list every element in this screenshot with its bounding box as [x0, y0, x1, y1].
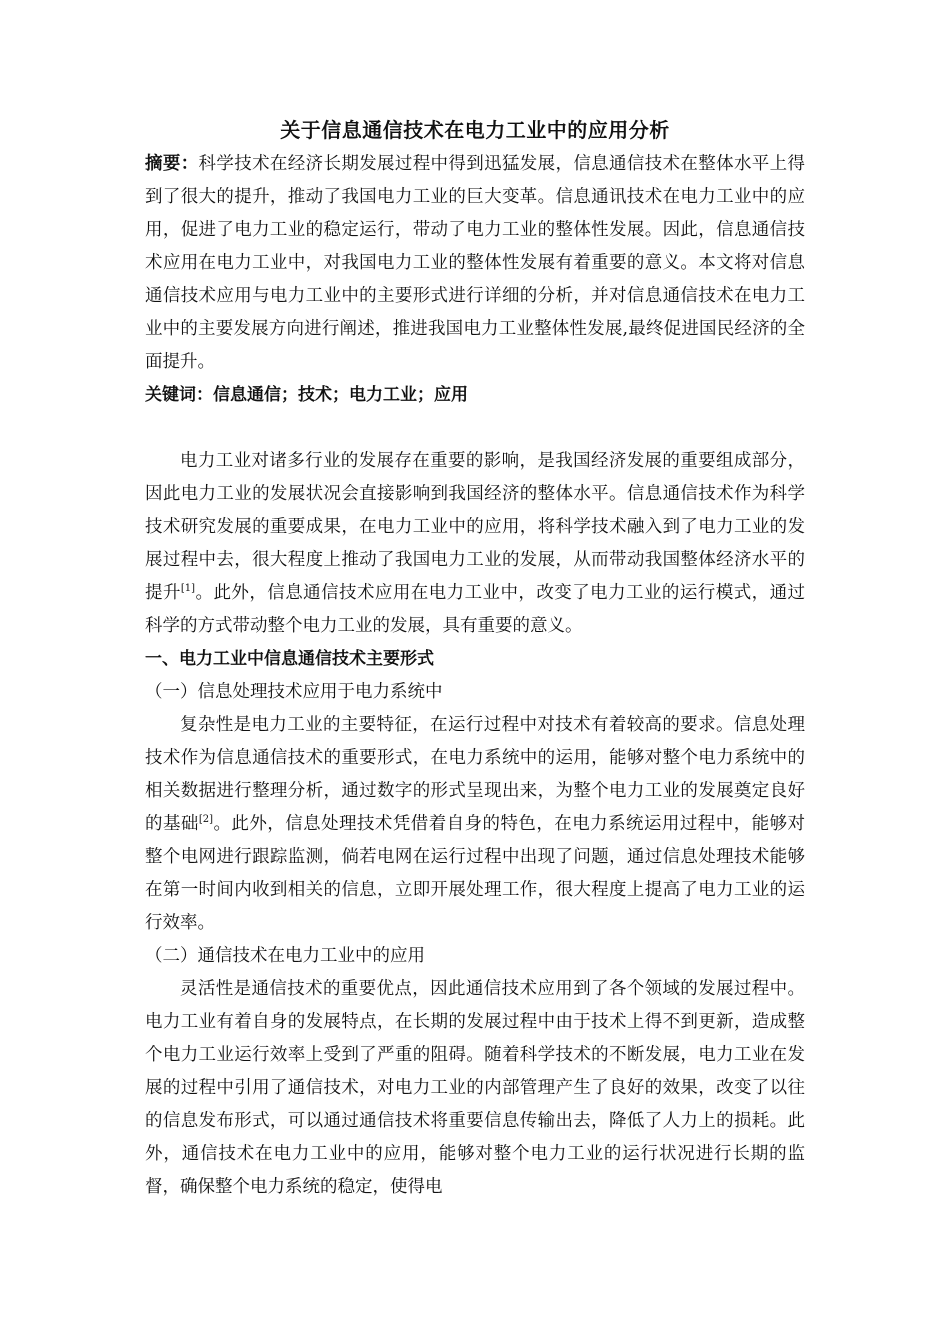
subsection-1-heading: （一）信息处理技术应用于电力系统中 [145, 682, 443, 702]
abstract [145, 148, 805, 379]
keywords-label: 关键词： [145, 385, 213, 405]
abstract-label: 摘要： [145, 154, 199, 174]
abstract-text: 科学技术在经济长期发展过程中得到迅猛发展，信息通信技术在整体水平上得到了很大的提升，推动了我国电力工业的巨大变革。信息通讯技术在电力工业中的应用，促进了电力工业的稳定运行，带动了电力工业的整体性发展。因此，信息通信技术应用在电力工业中，对我国电力工业的整体性发展有着重要的意义。本文将对信息通信技术应用与电力工业中的主要形式进行详细的分析，并对信息通信技术在电力工业中的主要发展方向进行阐述，推进我国电力工业整体性发展,最终促进国民经济的全面提升。 [145, 154, 806, 372]
spacer [145, 412, 805, 445]
citation-2: [2] [198, 814, 213, 825]
subsection-1-text-continued: 。此外，信息处理技术凭借着自身的特色，在电力系统运用过程中，能够对整个电网进行跟踪监测，倘若电网在运行过程中出现了问题，通过信息处理技术能够在第一时间内收到相关的信息，立即开展处理工作，很大程度上提高了电力工业的运行效率。 [145, 814, 806, 933]
subsection-1-text: 复杂性是电力工业的主要特征，在运行过程中对技术有着较高的要求。信息处理技术作为信息通信技术的重要形式，在电力系统中的运用，能够对整个电力系统中的相关数据进行整理分析，通过数字的形式呈现出来，为整个电力工业的发展奠定良好的基础 [145, 715, 805, 834]
citation-1: [1] [180, 583, 196, 594]
document-page [145, 112, 805, 1204]
keywords-text: 信息通信；技术；电力工业；应用 [213, 385, 468, 405]
subsection-1-paragraph [145, 709, 805, 940]
subsection-2-paragraph: 灵活性是通信技术的重要优点，因此通信技术应用到了各个领域的发展过程中。电力工业有着自身的发展特点，在长期的发展过程中由于技术上得不到更新，造成整个电力工业运行效率上受到了严重的阻碍。随着科学技术的不断发展，电力工业在发展的过程中引用了通信技术，对电力工业的内部管理产生了良好的效果，改变了以往的信息发布形式，可以通过通信技术将重要信息传输出去，降低了人力上的损耗。此外，通信技术在电力工业中的应用，能够对整个电力工业的运行状况进行长期的监督，确保整个电力系统的稳定，使得电 [145, 979, 805, 1197]
intro-paragraph [145, 445, 805, 643]
keywords [145, 379, 805, 412]
section-1-heading: 一、电力工业中信息通信技术主要形式 [145, 649, 434, 669]
paper-title: 关于信息通信技术在电力工业中的应用分析 [280, 118, 670, 142]
intro-text: 电力工业对诸多行业的发展存在重要的影响，是我国经济发展的重要组成部分，因此电力工业的发展状况会直接影响到我国经济的整体水平。信息通信技术作为科学技术研究发展的重要成果，在电力工业中的应用，将科学技术融入到了电力工业的发展过程中去，很大程度上推动了我国电力工业的发展，从而带动我国整体经济水平的提升 [145, 451, 805, 603]
intro-text-continued: 。此外，信息通信技术应用在电力工业中，改变了电力工业的运行模式，通过科学的方式带动整个电力工业的发展，具有重要的意义。 [145, 583, 806, 636]
subsection-2-heading: （二）通信技术在电力工业中的应用 [145, 946, 425, 966]
